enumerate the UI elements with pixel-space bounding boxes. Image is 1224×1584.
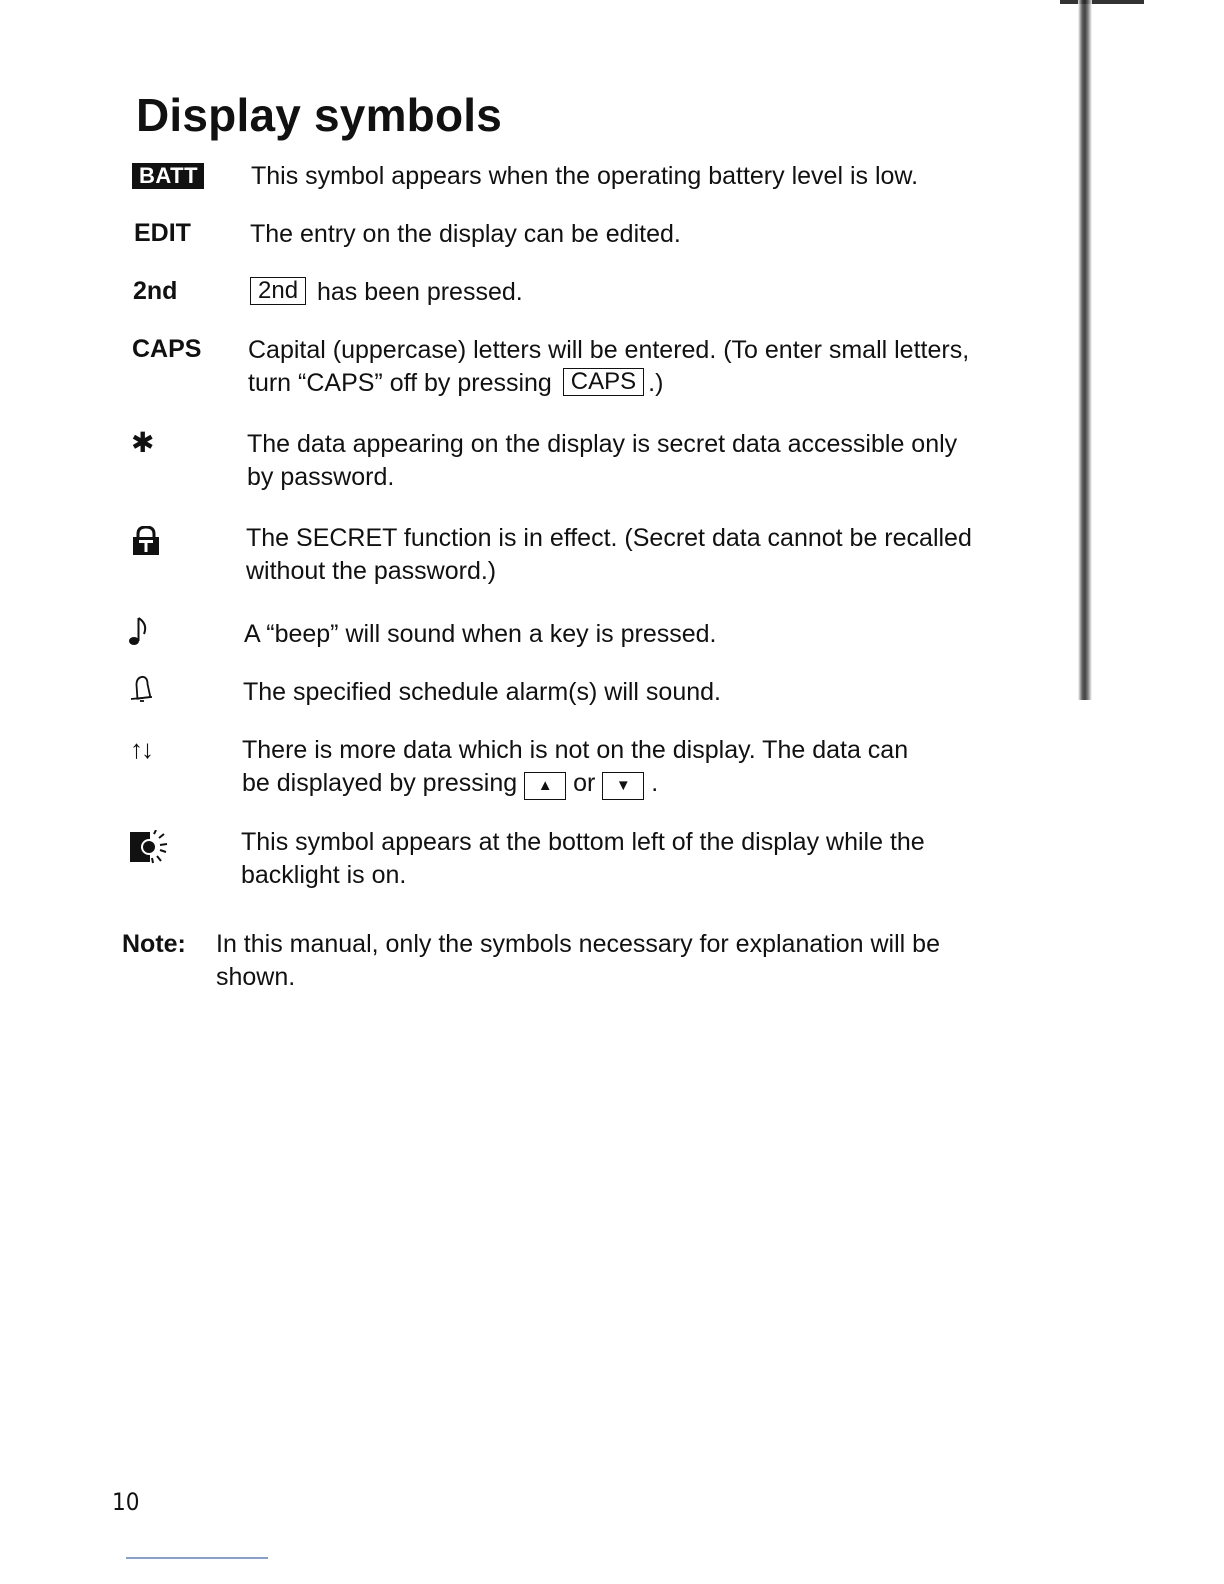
description-line-1: The data appearing on the display is secret data accessible only	[247, 430, 958, 458]
description-line-2: turn “CAPS” off by pressing	[248, 369, 552, 397]
description-text: The entry on the display can be edited.	[250, 220, 681, 248]
description-line-2: by password.	[247, 463, 395, 491]
note-line-2: shown.	[216, 963, 296, 991]
backlight-icon	[130, 830, 174, 871]
symbol-description	[246, 522, 1016, 588]
symbol-description	[250, 218, 1020, 251]
edit-symbol: EDIT	[134, 219, 191, 247]
description-line-2: without the password.)	[246, 557, 497, 585]
up-arrow-key: ▲	[524, 772, 566, 800]
description-line-2: be displayed by pressing	[242, 769, 518, 797]
description-text: This symbol appears when the operating battery level is low.	[251, 162, 919, 190]
secret-lock-icon	[132, 526, 160, 563]
batt-symbol	[132, 160, 204, 190]
alarm-bell-icon	[128, 674, 154, 711]
description-line-1: Capital (uppercase) letters will be entered. (To enter small letters,	[248, 336, 970, 364]
note-label: Note:	[122, 930, 186, 958]
caps-key: CAPS	[563, 368, 644, 396]
down-arrow-key: ▼	[602, 772, 644, 800]
symbol-description	[248, 334, 1018, 400]
symbol-description	[244, 618, 1014, 651]
symbol-description	[243, 676, 1013, 709]
description-text: The specified schedule alarm(s) will sound.	[243, 678, 721, 706]
caps-symbol: CAPS	[132, 335, 202, 363]
description-line-1: The SECRET function is in effect. (Secret data cannot be recalled	[246, 524, 972, 552]
symbol-description	[241, 826, 1011, 892]
note-text	[216, 928, 1016, 994]
scroll-arrows-symbol: ↑↓	[130, 734, 152, 764]
description-line-1: There is more data which is not on the display. The data can	[242, 736, 909, 764]
note-line-1: In this manual, only the symbols necessary for explanation will be	[216, 930, 940, 958]
symbol-description	[247, 428, 1017, 494]
beep-note-icon	[128, 614, 152, 655]
description-line-2-end: .	[651, 769, 659, 797]
description-text: A “beep” will sound when a key is pressed.	[244, 620, 717, 648]
page-number: 10	[112, 1488, 140, 1516]
page-title: Display symbols	[136, 89, 503, 141]
symbol-description	[242, 734, 1012, 800]
description-line-1: This symbol appears at the bottom left of the display while the	[241, 828, 925, 856]
page-edge-mark	[1060, 0, 1144, 4]
description-text: has been pressed.	[317, 278, 523, 306]
or-word: or	[573, 769, 596, 797]
symbol-description	[246, 276, 1016, 309]
second-symbol: 2nd	[133, 277, 178, 305]
batt-badge: BATT	[132, 163, 204, 189]
bottom-rule	[126, 1557, 268, 1559]
description-line-2-end: .)	[648, 369, 664, 397]
description-line-2: backlight is on.	[241, 861, 407, 889]
symbol-description	[251, 160, 1021, 193]
asterisk-symbol: ✱	[131, 427, 155, 458]
second-key: 2nd	[250, 277, 306, 305]
page-binding-edge	[1078, 0, 1092, 700]
